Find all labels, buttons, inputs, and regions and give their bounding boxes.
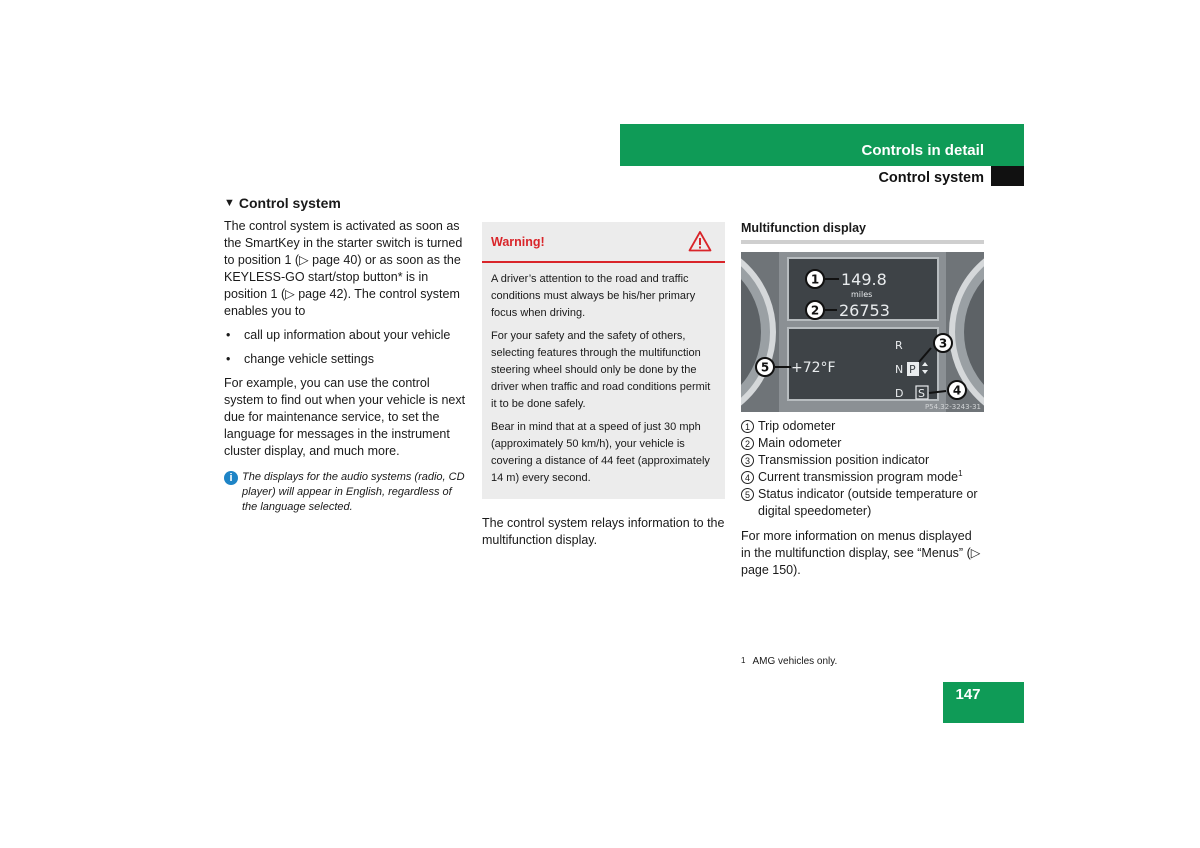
feature-list: [224, 327, 467, 368]
gear-r: R: [895, 339, 903, 352]
warning-body: [482, 263, 725, 487]
odometer-unit: miles: [851, 290, 873, 299]
column-3: [741, 219, 984, 586]
gear-d: D: [895, 387, 904, 400]
relay-paragraph: The control system relays information to the multifunction display.: [482, 516, 725, 547]
warning-box: [482, 222, 725, 499]
section-marker: [991, 166, 1024, 186]
legend-item: 4 Current transmission program mode$^1$: [741, 469, 984, 486]
example-paragraph: For example, you can use the control system to find out when your vehicle is next due for maintenance service, to set the language for messages in the instrument cluster display, and much more.: [224, 376, 466, 458]
gear-n: N: [895, 363, 904, 376]
intro-paragraph: The control system is activated as soon as the SmartKey in the starter switch is turned to position 1 (▷ page 40) or as soon as the KEYLESS-GO start/stop button* is in position 1 (▷ page 42). The control system enables you to: [224, 219, 463, 318]
legend-item: 2 Main odometer: [741, 435, 984, 452]
figure-title: Multifunction display: [741, 220, 984, 244]
warning-paragraph: For your safety and the safety of others, selecting features through the multifunction steering wheel should only be done by the driver when traffic and road conditions permit it to be done safely.: [491, 330, 711, 410]
figure-legend: [741, 418, 984, 520]
legend-item: 3 Transmission position indicator: [741, 452, 984, 469]
gear-p-selected: P: [909, 363, 916, 376]
list-item: • call up information about your vehicle: [224, 327, 467, 344]
menus-paragraph: For more information on menus displayed in the multifunction display, see “Menus” (▷ page 150).: [741, 529, 981, 577]
info-icon: i: [224, 471, 238, 485]
note-text: The displays for the audio systems (radio, CD player) will appear in English, regardless of the language selected.: [242, 471, 465, 513]
callout-3: 3: [938, 336, 948, 351]
trip-odometer-value: 149.8: [841, 270, 887, 289]
page-number-box: [943, 682, 1024, 723]
column-1: [224, 195, 467, 515]
instrument-cluster-image: [741, 252, 984, 412]
main-odometer-value: 26753: [839, 301, 890, 320]
callout-4: 4: [952, 383, 962, 398]
control-system-heading: [224, 195, 467, 212]
footnote-ref: 1: [958, 468, 963, 478]
callout-1: 1: [810, 272, 820, 287]
chapter-header-bar: [620, 124, 1024, 166]
warning-paragraph: A driver’s attention to the road and traffic conditions must always be his/her primary focus when driving.: [491, 273, 696, 319]
callout-5: 5: [760, 360, 770, 375]
list-item: • change vehicle settings: [224, 351, 467, 368]
info-note: [224, 470, 467, 515]
program-mode: S: [918, 387, 925, 400]
warning-title: Warning!: [491, 235, 545, 249]
heading-text: Control system: [238, 195, 341, 211]
callout-2: 2: [810, 303, 820, 318]
column-2: [482, 222, 725, 556]
legend-item: 1 Trip odometer: [741, 418, 984, 435]
outside-temperature: +72°F: [791, 360, 836, 376]
legend-item: 5 Status indicator (outside temperature or digital speedometer): [741, 486, 984, 520]
footnote-text: AMG vehicles only.: [752, 656, 838, 667]
chapter-title: Controls in detail: [861, 142, 984, 159]
section-title: Control system: [878, 170, 984, 186]
warning-header: [482, 222, 725, 263]
warning-triangle-icon: [688, 230, 712, 252]
footnote: [741, 656, 837, 667]
triangle-down-icon: ▼: [224, 197, 235, 209]
photo-reference: P54.32-3243-31: [924, 403, 981, 411]
footnote-number: 1: [741, 656, 746, 665]
warning-paragraph: Bear in mind that at a speed of just 30 mph (approximately 50 km/h), your vehicle is covering a distance of 44 feet (approximately 14 m) every second.: [491, 421, 710, 484]
page-number: 147: [955, 686, 981, 703]
